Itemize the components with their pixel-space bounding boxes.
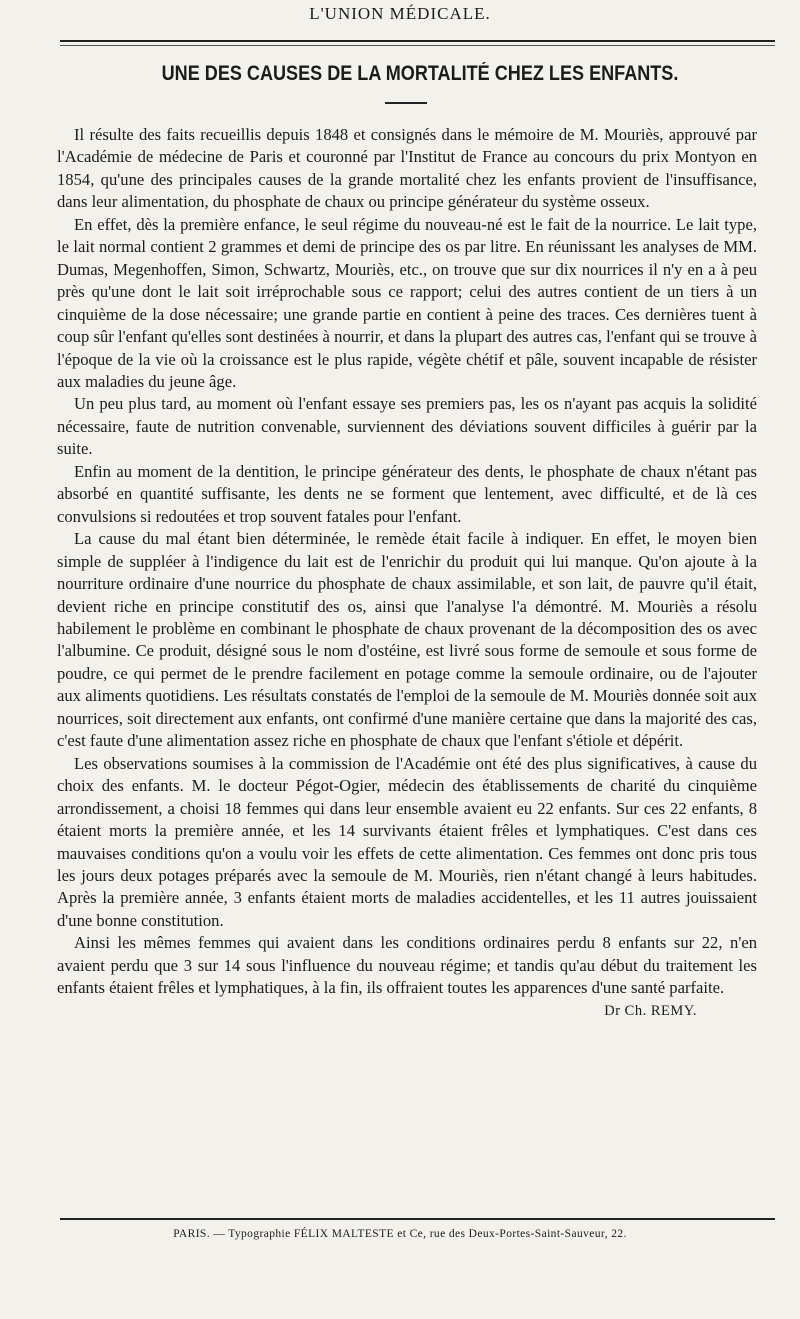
paragraph: La cause du mal étant bien déterminée, le remède était facile à indiquer. En effet, le moyen bien simple de suppléer à l'indigence du lait est de l'enrichir du produit qui lui manque. Qu'on ajoute à la nourriture ordinaire d'une nourrice du phosphate de chaux assimilable, et son lait, de pauvre qu'il était, devient riche en principe constitutif des os, ainsi que l'analyse l'a démontré. M. Mouriès a résolu habilement le problème en combinant le phosphate de chaux provenant de la décomposition des os avec l'albumine. Ce produit, désigné sous le nom d'ostéine, est livré sous forme de semoule et sous forme de poudre, ce qui permet de le prendre facilement en potage comme la semoule ordinaire, ou de l'ajouter aux aliments quotidiens. Les résultats constatés de l'emploi de la semoule de M. Mouriès donnée soit aux nourrices, soit directement aux enfants, ont confirmé d'une manière certaine que dans la majorité des cas, c'est faute d'une alimentation assez riche en phosphate de chaux que l'enfant s'étiole et dépérit. [57, 529, 757, 751]
paragraph: Un peu plus tard, au moment où l'enfant essaye ses premiers pas, les os n'ayant pas acquis la solidité nécessaire, faute de nutrition convenable, surviennent des déviations souvent difficiles à guérir par la suite. [57, 394, 757, 459]
header-rule [60, 40, 775, 42]
footer-rule [60, 1218, 775, 1220]
article-title: UNE DES CAUSES DE LA MORTALITÉ CHEZ LES ENFANTS. [161, 62, 679, 85]
paragraph: Enfin au moment de la dentition, le principe générateur des dents, le phosphate de chaux n'étant pas absorbé en quantité suffisante, les dents ne se forment que lentement, avec difficulté, et de là ces convulsions si redoutées et trop souvent fatales pour l'enfant. [57, 461, 757, 526]
running-head: L'UNION MÉDICALE. [309, 4, 491, 23]
author-signature: Dr Ch. REMY. [604, 1002, 697, 1019]
paragraph: Les observations soumises à la commission de l'Académie ont été des plus significatives, à cause du choix des enfants. M. le docteur Pégot-Ogier, médecin des établissements de charité du cinquième arrondissement, a choisi 18 femmes qui dans leur ensemble avaient eu 22 enfants. Sur ces 22 enfants, 8 étaient morts la première année, et les 14 survivants étaient frêles et lymphatiques. C'est dans ces mauvaises conditions qu'on a voulu voir les effets de cette alimentation. Ces femmes ont donc pris tous les jours deux potages préparés avec la semoule de M. Mouriès, rien n'étant changé à leurs habitudes. Après la première année, 3 enfants étaient morts de maladies accidentelles, et les 11 autres jouissaient d'une bonne constitution. [57, 753, 757, 930]
article-body [57, 124, 757, 1022]
paragraph: Ainsi les mêmes femmes qui avaient dans les conditions ordinaires perdu 8 enfants sur 22, n'en avaient perdu que 3 sur 14 sous l'influence du nouveau régime; et tandis qu'au début du traitement les enfants étaient frêles et lymphatiques, à la fin, ils offraient toutes les apparences d'une santé parfaite. [57, 933, 757, 998]
header-rule-thin [60, 45, 775, 46]
title-divider [385, 102, 427, 104]
printer-imprint: PARIS. — Typographie FÉLIX MALTESTE et Ce, rue des Deux-Portes-Saint-Sauveur, 22. [173, 1228, 627, 1240]
paragraph: En effet, dès la première enfance, le seul régime du nouveau-né est le fait de la nourrice. Le lait type, le lait normal contient 2 grammes et demi de principe des os par litre. En réunissant les analyses de MM. Dumas, Megenhoffen, Simon, Schwartz, Mouriès, etc., on trouve que sur dix nourrices il n'y en a à peu près qu'une dont le lait soit irréprochable sous ce rapport; celui des autres contient de un tiers à un cinquième de la dose nécessaire; une grande partie en contient à peine des traces. Ces dernières tuent à coup sûr l'enfant qu'elles sont destinées à nourrir, et dans la plupart des autres cas, l'enfant qui se trouve à l'époque de la vie où la croissance est le plus rapide, végète chétif et pâle, souvent incapable de résister aux maladies du jeune âge. [57, 214, 757, 391]
paragraph: Il résulte des faits recueillis depuis 1848 et consignés dans le mémoire de M. Mouriès, approuvé par l'Académie de médecine de Paris et couronné par l'Institut de France au concours du prix Montyon en 1854, qu'une des principales causes de la grande mortalité chez les enfants provient de l'insuffisance, dans leur alimentation, du phosphate de chaux ou principe générateur du système osseux. [57, 125, 757, 212]
